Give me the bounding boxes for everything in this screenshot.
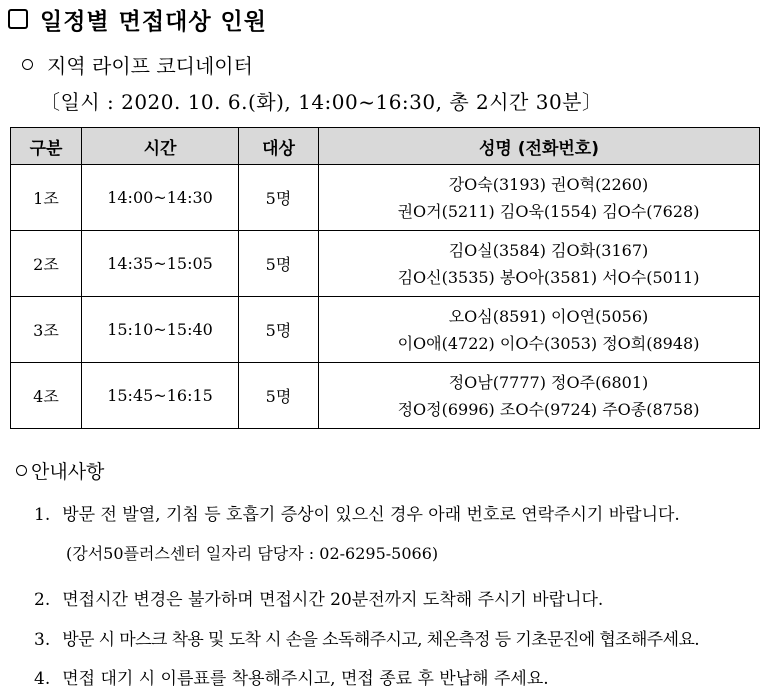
notice-title: 안내사항: [31, 461, 105, 483]
checkbox-icon: [8, 9, 28, 29]
notice-heading: [16, 457, 104, 484]
notice-item: [34, 625, 699, 650]
notice-text: 면접시간 변경은 불가하며 면접시간 20분전까지 도착해 주시기 바랍니다.: [62, 590, 604, 610]
time-cell: 15:45~16:15: [82, 363, 239, 429]
header-names: 성명 (전화번호): [319, 128, 760, 165]
count-cell: 5명: [239, 165, 319, 231]
interview-table: [10, 127, 760, 429]
header-count: 대상: [239, 128, 319, 165]
group-cell: 3조: [11, 297, 82, 363]
table-row: [11, 363, 760, 429]
notice-item: [34, 500, 680, 525]
page-title: 일정별 면접대상 인원: [40, 8, 267, 35]
names-line-1: 강O숙(3193) 권O혁(2260): [448, 174, 649, 194]
notice-item: [34, 585, 603, 610]
title-row: [8, 4, 267, 34]
names-line-1: 김O실(3584) 김O화(3167): [448, 240, 649, 260]
schedule-line: 〔일시 : 2020. 10. 6.(화), 14:00~16:30, 총 2시간 30분〕: [40, 90, 603, 114]
notice-number: 4.: [34, 669, 51, 689]
names-line-2: 권O거(5211) 김O욱(1554) 김O수(7628): [397, 201, 700, 221]
group-cell: 2조: [11, 231, 82, 297]
table-row: [11, 297, 760, 363]
names-line-1: 오O심(8591) 이O연(5056): [448, 306, 649, 326]
count-cell: 5명: [239, 363, 319, 429]
names-cell: [319, 297, 760, 363]
section-title: 지역 라이프 코디네이터: [47, 54, 253, 78]
contact-line: (강서50플러스센터 일자리 담당자 : 02-6295-5066): [66, 544, 439, 563]
header-group: 구분: [11, 128, 82, 165]
section-heading: [22, 50, 253, 79]
header-time: 시간: [82, 128, 239, 165]
table-row: [11, 165, 760, 231]
group-cell: 1조: [11, 165, 82, 231]
names-line-2: 김O신(3535) 봉O아(3581) 서O수(5011): [397, 267, 700, 287]
time-cell: 14:00~14:30: [82, 165, 239, 231]
names-line-2: 정O정(6996) 조O수(9724) 주O종(8758): [397, 399, 700, 419]
circle-bullet-icon: [22, 59, 33, 70]
group-cell: 4조: [11, 363, 82, 429]
notice-number: 2.: [34, 590, 51, 610]
table-row: [11, 231, 760, 297]
time-cell: 14:35~15:05: [82, 231, 239, 297]
table-header-row: [11, 128, 760, 165]
names-line-2: 이O애(4722) 이O수(3053) 정O희(8948): [397, 333, 700, 353]
names-line-1: 정O남(7777) 정O주(6801): [448, 372, 649, 392]
names-cell: [319, 231, 760, 297]
notice-item: [34, 664, 549, 689]
circle-bullet-icon: [16, 465, 27, 476]
time-cell: 15:10~15:40: [82, 297, 239, 363]
count-cell: 5명: [239, 297, 319, 363]
notice-text: 방문 시 마스크 착용 및 도착 시 손을 소독해주시고, 체온측정 등 기초문진에 협조해주세요.: [62, 630, 700, 650]
names-cell: [319, 363, 760, 429]
notice-text: 방문 전 발열, 기침 등 호흡기 증상이 있으신 경우 아래 번호로 연락주시기 바랍니다.: [62, 505, 680, 525]
count-cell: 5명: [239, 231, 319, 297]
notice-number: 3.: [34, 630, 51, 650]
notice-text: 면접 대기 시 이름표를 착용해주시고, 면접 종료 후 반납해 주세요.: [62, 669, 549, 689]
notice-number: 1.: [34, 505, 51, 525]
names-cell: [319, 165, 760, 231]
